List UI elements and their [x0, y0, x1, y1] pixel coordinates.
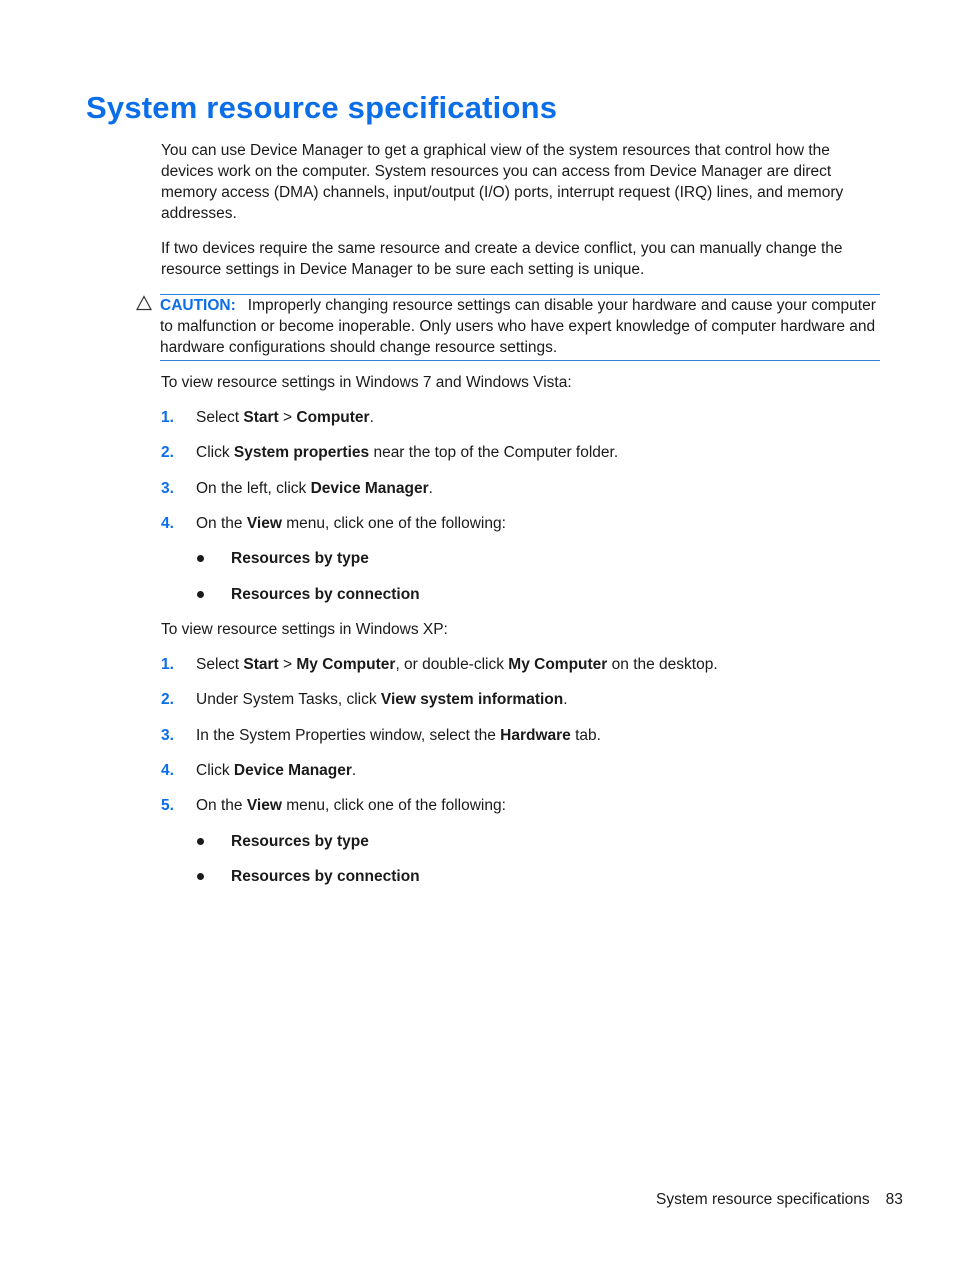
footer-section-title: System resource specifications	[656, 1191, 870, 1208]
caution-text: Improperly changing resource settings can disable your hardware and cause your computer to malfunction or become inoperable. Only users who have expert knowledge of computer hardware and hardware configurations should change resource settings.	[160, 297, 876, 356]
step-number: 4.	[161, 762, 174, 779]
bullet-dot-icon	[197, 873, 204, 880]
step-number: 5.	[161, 797, 174, 814]
bullet-dot-icon	[197, 591, 204, 598]
step-text: Select Start > My Computer, or double-click My Computer on the desktop.	[196, 656, 718, 673]
step-text: In the System Properties window, select the Hardware tab.	[196, 727, 601, 744]
win7-intro: To view resource settings in Windows 7 and Windows Vista:	[161, 374, 572, 391]
step-number: 2.	[161, 444, 174, 461]
step-text: On the left, click Device Manager.	[196, 480, 433, 497]
step-text: Click Device Manager.	[196, 762, 357, 779]
caution-label: CAUTION:	[160, 297, 236, 314]
step-number: 2.	[161, 691, 174, 708]
step-number: 1.	[161, 409, 174, 426]
warning-triangle-icon	[136, 295, 152, 311]
bullet-text: Resources by connection	[231, 586, 420, 603]
bullet-dot-icon	[197, 555, 204, 562]
step-number: 3.	[161, 727, 174, 744]
step-text: Select Start > Computer.	[196, 409, 374, 426]
bullet-dot-icon	[197, 838, 204, 845]
step-text: Under System Tasks, click View system information.	[196, 691, 568, 708]
step-text: On the View menu, click one of the following:	[196, 515, 506, 532]
bullet-text: Resources by connection	[231, 868, 420, 885]
page-number: 83	[885, 1191, 903, 1208]
step-number: 1.	[161, 656, 174, 673]
bullet-text: Resources by type	[231, 550, 369, 567]
bullet-text: Resources by type	[231, 833, 369, 850]
conflict-paragraph: If two devices require the same resource and create a device conflict, you can manually change the resource settings in Device Manager to be sure each setting is unique.	[161, 240, 843, 278]
step-text: On the View menu, click one of the following:	[196, 797, 506, 814]
caution-box	[160, 294, 880, 361]
page-title: System resource specifications	[86, 90, 558, 125]
page-footer	[656, 1189, 903, 1210]
step-text: Click System properties near the top of the Computer folder.	[196, 444, 619, 461]
intro-paragraph: You can use Device Manager to get a graphical view of the system resources that control how the devices work on the computer. System resources you can access from Device Manager are direct memory access (DMA) channels, input/output (I/O) ports, interrupt request (IRQ) lines, and memory addresses.	[161, 142, 844, 222]
winxp-intro: To view resource settings in Windows XP:	[161, 621, 448, 638]
step-number: 3.	[161, 480, 174, 497]
step-number: 4.	[161, 515, 174, 532]
